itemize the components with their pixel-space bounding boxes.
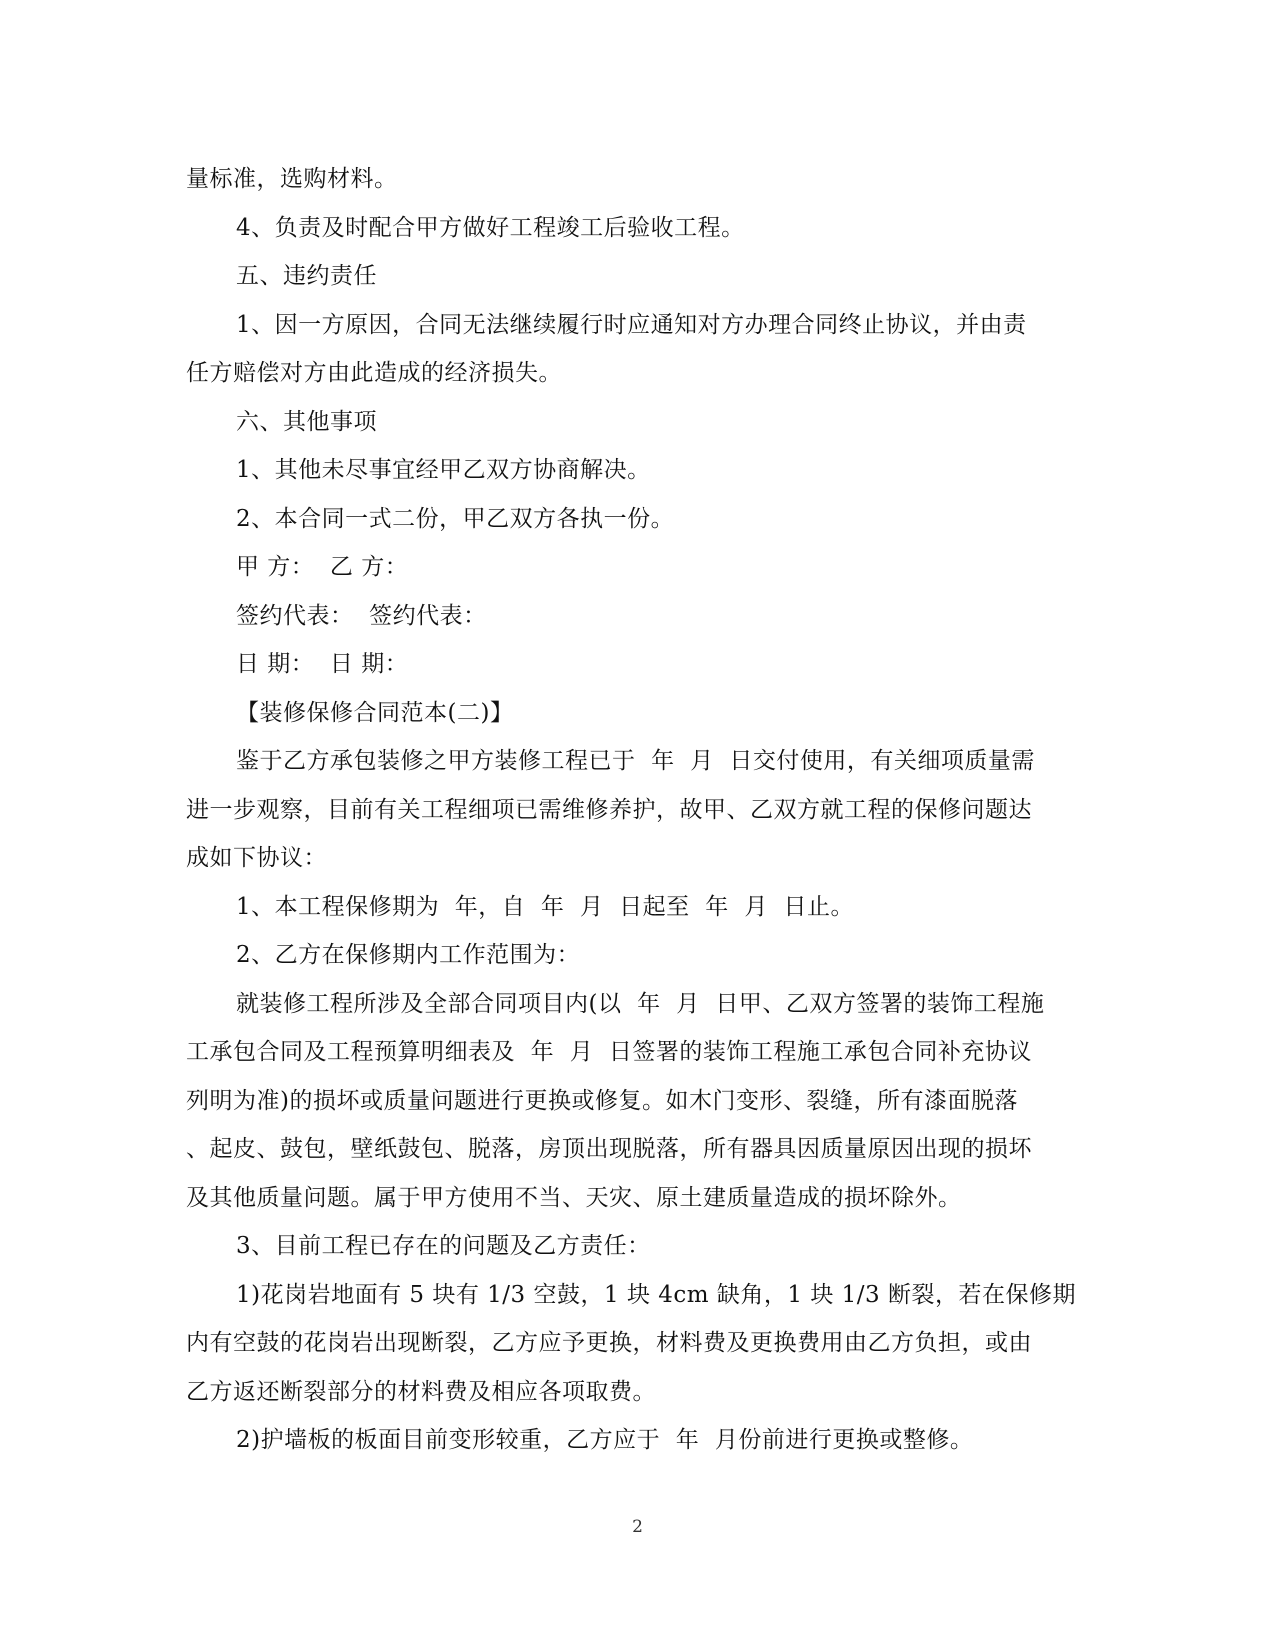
text-line-granite-cont-1: 内有空鼓的花岗岩出现断裂，乙方应予更换，材料费及更换费用由乙方负担，或由	[186, 1330, 1032, 1356]
text-line-scope-detail-cont-1: 工承包合同及工程预算明细表及 年 月 日签署的装饰工程施工承包合同补充协议	[186, 1039, 1032, 1065]
document-body	[186, 155, 1086, 1465]
text-line-other-2: 2、本合同一式二份，甲乙双方各执一份。	[236, 505, 675, 532]
text-line-preamble-cont-1: 进一步观察，目前有关工程细项已需维修养护，故甲、乙双方就工程的保修问题达	[186, 796, 1032, 823]
signature-parties: 甲 方： 乙 方：	[236, 554, 409, 580]
text-line-existing-issues: 3、目前工程已存在的问题及乙方责任：	[236, 1233, 651, 1259]
text-line-scope-detail-cont-3: 、起皮、鼓包，壁纸鼓包、脱落，房顶出现脱落，所有器具因质量原因出现的损坏	[186, 1136, 1032, 1162]
contract-title-2: 【装修保修合同范本(二)】	[236, 699, 514, 726]
section-heading-breach: 五、违约责任	[236, 263, 377, 289]
text-line-scope-detail: 就装修工程所涉及全部合同项目内(以 年 月 日甲、乙双方签署的装饰工程施	[236, 990, 1045, 1017]
text-line-granite: 1)花岗岩地面有 5 块有 1/3 空鼓，1 块 4cm 缺角，1 块 1/3 断裂，若在保修期	[236, 1281, 1076, 1308]
text-line-scope-detail-cont-4: 及其他质量问题。属于甲方使用不当、天灾、原土建质量造成的损坏除外。	[186, 1184, 962, 1211]
text-line-scope-detail-cont-2: 列明为准)的损坏或质量问题进行更换或修复。如木门变形、裂缝，所有漆面脱落	[186, 1087, 1018, 1114]
text-line-continuation: 量标准，选购材料。	[186, 166, 398, 192]
signature-dates: 日 期： 日 期：	[236, 651, 409, 677]
signature-representatives: 签约代表： 签约代表：	[236, 602, 487, 629]
text-line-wall-panel: 2)护墙板的板面目前变形较重，乙方应于 年 月份前进行更换或整修。	[236, 1427, 974, 1453]
text-line-other-1: 1、其他未尽事宜经甲乙双方协商解决。	[236, 457, 651, 483]
text-line-granite-cont-2: 乙方返还断裂部分的材料费及相应各项取费。	[186, 1378, 656, 1405]
text-line-clause-4: 4、负责及时配合甲方做好工程竣工后验收工程。	[236, 214, 745, 241]
text-line-preamble-cont-2: 成如下协议：	[186, 845, 327, 871]
text-line-breach-1-cont: 任方赔偿对方由此造成的经济损失。	[186, 360, 562, 386]
text-line-breach-1: 1、因一方原因，合同无法继续履行时应通知对方办理合同终止协议，并由责	[236, 311, 1027, 338]
text-line-warranty-period: 1、本工程保修期为 年，自 年 月 日起至 年 月 日止。	[236, 893, 854, 920]
text-line-work-scope: 2、乙方在保修期内工作范围为：	[236, 942, 581, 968]
text-line-preamble: 鉴于乙方承包装修之甲方装修工程已于 年 月 日交付使用，有关细项质量需	[236, 748, 1035, 774]
section-heading-other: 六、其他事项	[236, 408, 377, 435]
page-number: 2	[632, 1517, 643, 1537]
